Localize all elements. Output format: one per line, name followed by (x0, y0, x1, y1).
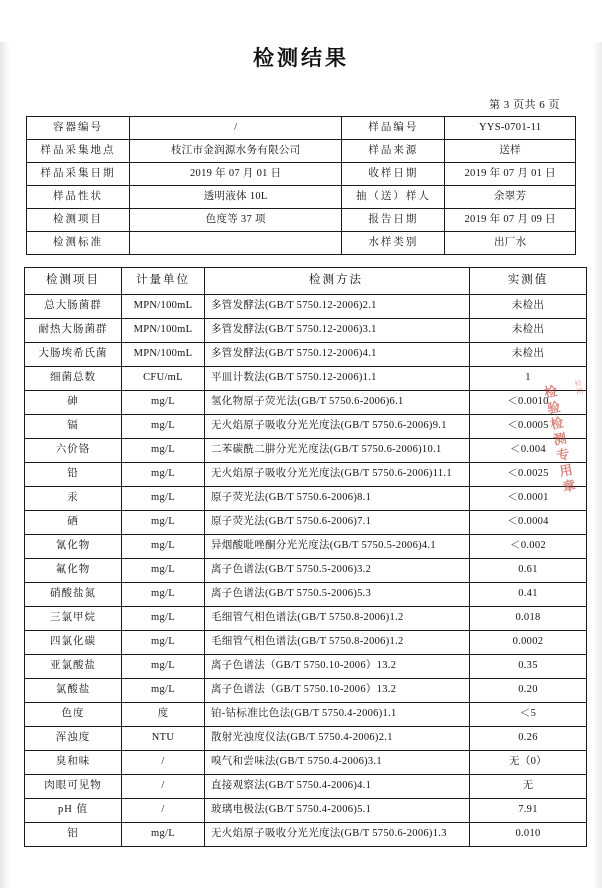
cell-method: 异烟酸吡唑酮分光光度法(GB/T 5750.5-2006)4.1 (205, 535, 470, 559)
field-value: 2019 年 07 月 01 日 (130, 163, 342, 186)
table-row (25, 487, 587, 511)
table-row (25, 535, 587, 559)
cell-item: 铅 (25, 463, 122, 487)
cell-value: ＜0.0025 (470, 463, 587, 487)
field-label: 抽（送）样人 (342, 186, 445, 209)
cell-value: ＜0.0001 (470, 487, 587, 511)
cell-unit: mg/L (122, 439, 205, 463)
cell-unit: mg/L (122, 535, 205, 559)
stamp-sub-text: 检测 (573, 378, 585, 397)
page-right-edge-shadow (592, 42, 602, 888)
table-row (25, 775, 587, 799)
cell-unit: mg/L (122, 679, 205, 703)
document-page (0, 42, 602, 888)
cell-method: 铂-钴标准比色法(GB/T 5750.4-2006)1.1 (205, 703, 470, 727)
cell-method: 多管发酵法(GB/T 5750.12-2006)4.1 (205, 343, 470, 367)
cell-method: 无火焰原子吸收分光光度法(GB/T 5750.6-2006)1.3 (205, 823, 470, 847)
cell-unit: CFU/mL (122, 367, 205, 391)
field-label: 样品采集日期 (27, 163, 130, 186)
cell-unit: mg/L (122, 607, 205, 631)
cell-method: 多管发酵法(GB/T 5750.12-2006)3.1 (205, 319, 470, 343)
field-label: 检测标准 (27, 232, 130, 255)
cell-method: 氢化物原子荧光法(GB/T 5750.6-2006)6.1 (205, 391, 470, 415)
table-row (25, 583, 587, 607)
cell-unit: 度 (122, 703, 205, 727)
cell-method: 离子色谱法(GB/T 5750.5-2006)5.3 (205, 583, 470, 607)
table-row (27, 209, 576, 232)
cell-method: 离子色谱法（GB/T 5750.10-2006）13.2 (205, 655, 470, 679)
cell-unit: mg/L (122, 511, 205, 535)
cell-method: 毛细管气相色谱法(GB/T 5750.8-2006)1.2 (205, 607, 470, 631)
cell-item: 硒 (25, 511, 122, 535)
cell-unit: NTU (122, 727, 205, 751)
test-results-table (24, 267, 587, 847)
field-value: 2019 年 07 月 01 日 (445, 163, 576, 186)
table-row (25, 703, 587, 727)
cell-item: 四氯化碳 (25, 631, 122, 655)
cell-item: 浑浊度 (25, 727, 122, 751)
table-row (25, 751, 587, 775)
table-row (27, 232, 576, 255)
cell-method: 直接观察法(GB/T 5750.4-2006)4.1 (205, 775, 470, 799)
cell-unit: mg/L (122, 655, 205, 679)
cell-method: 二苯碳酰二肼分光光度法(GB/T 5750.6-2006)10.1 (205, 439, 470, 463)
cell-value: ＜0.002 (470, 535, 587, 559)
cell-method: 毛细管气相色谱法(GB/T 5750.8-2006)1.2 (205, 631, 470, 655)
cell-value: 0.41 (470, 583, 587, 607)
field-value: 色度等 37 项 (130, 209, 342, 232)
table-row (27, 163, 576, 186)
cell-unit: mg/L (122, 823, 205, 847)
cell-item: 三氯甲烷 (25, 607, 122, 631)
table-row (25, 679, 587, 703)
cell-unit: MPN/100mL (122, 295, 205, 319)
table-row (25, 295, 587, 319)
cell-value: 无 (470, 775, 587, 799)
cell-value: 0.35 (470, 655, 587, 679)
table-row (25, 631, 587, 655)
cell-value: 无（0） (470, 751, 587, 775)
table-row (27, 117, 576, 140)
column-header-method: 检测方法 (205, 268, 470, 295)
cell-method: 离子色谱法（GB/T 5750.10-2006）13.2 (205, 679, 470, 703)
cell-item: 硝酸盐氮 (25, 583, 122, 607)
field-value: 2019 年 07 月 09 日 (445, 209, 576, 232)
cell-item: 砷 (25, 391, 122, 415)
cell-item: 六价铬 (25, 439, 122, 463)
cell-unit: MPN/100mL (122, 343, 205, 367)
cell-item: 氰化物 (25, 535, 122, 559)
field-label: 样品性状 (27, 186, 130, 209)
cell-value: 7.91 (470, 799, 587, 823)
field-value: 枝江市金润源水务有限公司 (130, 140, 342, 163)
cell-method: 散射光浊度仪法(GB/T 5750.4-2006)2.1 (205, 727, 470, 751)
cell-unit: / (122, 799, 205, 823)
page-title: 检测结果 (253, 46, 349, 70)
cell-item: 亚氯酸盐 (25, 655, 122, 679)
table-row (25, 727, 587, 751)
field-label: 容器编号 (27, 117, 130, 140)
field-value: 余翠芳 (445, 186, 576, 209)
cell-method: 嗅气和尝味法(GB/T 5750.4-2006)3.1 (205, 751, 470, 775)
cell-value: ＜0.004 (470, 439, 587, 463)
page-left-edge-shadow (0, 42, 10, 888)
cell-value: 0.61 (470, 559, 587, 583)
table-row (25, 511, 587, 535)
table-row (25, 319, 587, 343)
cell-value: 0.018 (470, 607, 587, 631)
cell-item: 氟化物 (25, 559, 122, 583)
cell-item: 耐热大肠菌群 (25, 319, 122, 343)
field-label: 样品采集地点 (27, 140, 130, 163)
field-label: 样品来源 (342, 140, 445, 163)
cell-value: 1 (470, 367, 587, 391)
cell-method: 无火焰原子吸收分光光度法(GB/T 5750.6-2006)9.1 (205, 415, 470, 439)
table-header-row (25, 268, 587, 295)
cell-value: ＜5 (470, 703, 587, 727)
cell-unit: / (122, 751, 205, 775)
cell-item: 氯酸盐 (25, 679, 122, 703)
cell-item: 色度 (25, 703, 122, 727)
table-row (25, 823, 587, 847)
table-row (27, 140, 576, 163)
table-row (25, 559, 587, 583)
cell-value: 未检出 (470, 343, 587, 367)
cell-method: 多管发酵法(GB/T 5750.12-2006)2.1 (205, 295, 470, 319)
field-label: 收样日期 (342, 163, 445, 186)
column-header-item: 检测项目 (25, 268, 122, 295)
cell-item: 臭和味 (25, 751, 122, 775)
column-header-value: 实测值 (470, 268, 587, 295)
cell-method: 原子荧光法(GB/T 5750.6-2006)8.1 (205, 487, 470, 511)
table-row (25, 655, 587, 679)
field-value: 出厂水 (445, 232, 576, 255)
page-indicator: 第 3 页共 6 页 (489, 99, 560, 111)
field-value: YYS-0701-11 (445, 117, 576, 140)
cell-method: 离子色谱法(GB/T 5750.5-2006)3.2 (205, 559, 470, 583)
cell-unit: mg/L (122, 415, 205, 439)
table-row (25, 367, 587, 391)
cell-item: 汞 (25, 487, 122, 511)
cell-value: ＜0.0005 (470, 415, 587, 439)
field-label: 样品编号 (342, 117, 445, 140)
cell-unit: mg/L (122, 583, 205, 607)
cell-value: 未检出 (470, 295, 587, 319)
cell-unit: mg/L (122, 631, 205, 655)
cell-item: 肉眼可见物 (25, 775, 122, 799)
table-row (25, 439, 587, 463)
cell-item: pH 值 (25, 799, 122, 823)
field-value: / (130, 117, 342, 140)
cell-item: 大肠埃希氏菌 (25, 343, 122, 367)
cell-unit: MPN/100mL (122, 319, 205, 343)
cell-value: ＜0.0010 (470, 391, 587, 415)
cell-item: 铝 (25, 823, 122, 847)
field-value: 送样 (445, 140, 576, 163)
cell-unit: / (122, 775, 205, 799)
table-row (27, 186, 576, 209)
cell-item: 总大肠菌群 (25, 295, 122, 319)
cell-method: 玻璃电极法(GB/T 5750.4-2006)5.1 (205, 799, 470, 823)
cell-value: 0.20 (470, 679, 587, 703)
field-label: 检测项目 (27, 209, 130, 232)
table-row (25, 799, 587, 823)
field-label: 报告日期 (342, 209, 445, 232)
column-header-unit: 计量单位 (122, 268, 205, 295)
field-value (130, 232, 342, 255)
cell-method: 原子荧光法(GB/T 5750.6-2006)7.1 (205, 511, 470, 535)
stamp-text: 检验检测专用章 (541, 383, 578, 497)
sample-info-table (26, 116, 576, 255)
cell-value: ＜0.0004 (470, 511, 587, 535)
field-value: 透明液体 10L (130, 186, 342, 209)
cell-value: 未检出 (470, 319, 587, 343)
table-row (25, 415, 587, 439)
cell-unit: mg/L (122, 463, 205, 487)
table-row (25, 391, 587, 415)
table-row (25, 463, 587, 487)
cell-unit: mg/L (122, 559, 205, 583)
table-row (25, 343, 587, 367)
cell-value: 0.010 (470, 823, 587, 847)
field-label: 水样类别 (342, 232, 445, 255)
cell-method: 无火焰原子吸收分光光度法(GB/T 5750.6-2006)11.1 (205, 463, 470, 487)
cell-unit: mg/L (122, 487, 205, 511)
cell-value: 0.26 (470, 727, 587, 751)
cell-value: 0.0002 (470, 631, 587, 655)
cell-unit: mg/L (122, 391, 205, 415)
cell-item: 镉 (25, 415, 122, 439)
cell-method: 平皿计数法(GB/T 5750.12-2006)1.1 (205, 367, 470, 391)
table-row (25, 607, 587, 631)
cell-item: 细菌总数 (25, 367, 122, 391)
